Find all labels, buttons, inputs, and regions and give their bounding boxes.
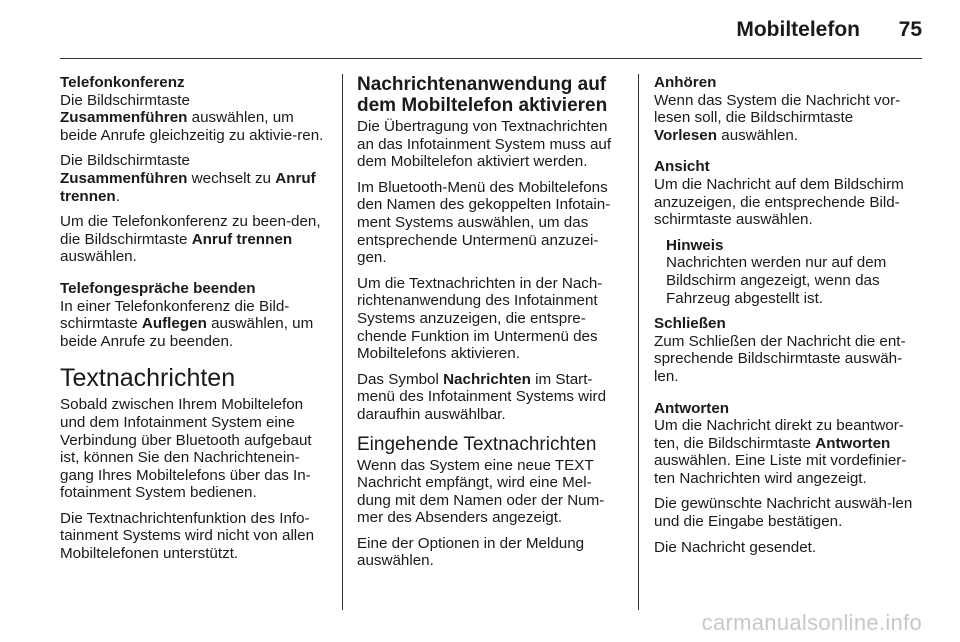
column-divider-1	[342, 74, 343, 610]
column-left	[60, 74, 330, 571]
paragraph: Die Übertragung von Textnachrichten an das Infotainment System muss auf dem Mobiltelefon aktiviert werden.	[357, 118, 612, 171]
paragraph: Um die Nachricht auf dem Bildschirm anzuzeigen, die entsprechende Bild-schirmtaste auswählen.	[654, 175, 904, 229]
note-box	[666, 237, 926, 307]
paragraph: Die Textnachrichtenfunktion des Info-tainment Systems wird nicht von allen Mobiltelefonen unterstützt.	[60, 509, 315, 563]
header-divider	[60, 58, 922, 59]
paragraph: Die Nachricht gesendet.	[654, 538, 817, 556]
note-title: Hinweis	[666, 236, 724, 254]
subheading-schliessen: Schließen	[654, 315, 726, 333]
paragraph: Sobald zwischen Ihrem Mobiltelefon und dem Infotainment System eine Verbindung über Bluetooth aufgebaut ist, können Sie den Nachrichtenein-gang Ihres Mobiltelefons über das In-fotainment System bedienen.	[60, 396, 312, 502]
paragraph: Die Bildschirmtaste Zusammenführen auswählen, um beide Anrufe gleichzeitig zu aktivie-ren.	[60, 91, 324, 144]
column-right	[654, 74, 926, 564]
heading-nachrichtenanwendung-aktivieren: Nachrichtenanwendung auf dem Mobiltelefon aktivieren	[357, 74, 608, 116]
button-term: Vorlesen	[654, 126, 718, 144]
page-header	[0, 0, 960, 60]
watermark-text: carmanualsonline.info	[701, 610, 922, 635]
paragraph: Um die Telefonkonferenz zu been-den, die Bildschirmtaste Anruf trennen auswählen.	[60, 213, 321, 266]
button-term: Anruf trennen	[60, 169, 316, 205]
paragraph: Die gewünschte Nachricht auswäh-len und die Eingabe bestätigen.	[654, 495, 913, 531]
page-number: 75	[898, 18, 922, 41]
subheading-telefongespraeche-beenden: Telefongespräche beenden	[60, 279, 256, 297]
paragraph: Das Symbol Nachrichten im Start-menü des Infotainment Systems wird daraufhin auswählbar.	[357, 370, 607, 423]
paragraph: Zum Schließen der Nachricht die ent-sprechende Bildschirmtaste auswäh-len.	[654, 332, 906, 385]
subheading-telefonkonferenz: Telefonkonferenz	[60, 74, 185, 91]
subheading-antworten: Antworten	[654, 399, 730, 417]
note-text: Nachrichten werden nur auf dem Bildschirm angezeigt, wenn das Fahrzeug abgestellt ist.	[666, 254, 887, 307]
button-term: Auflegen	[141, 315, 207, 333]
paragraph: Um die Textnachrichten in der Nach-richtenanwendung des Infotainment Systems anzuzeigen, die entspre-chende Funktion im Untermenü des Mobiltelefons aktivieren.	[357, 274, 603, 363]
paragraph: Die Bildschirmtaste Zusammenführen wechselt zu Anruf trennen.	[60, 152, 316, 205]
column-middle	[357, 74, 623, 578]
button-term: Nachrichten	[443, 370, 531, 388]
paragraph: In einer Telefonkonferenz die Bild-schirmtaste Auflegen auswählen, um beide Anrufe zu beenden.	[60, 297, 314, 350]
section-heading-textnachrichten: Textnachrichten	[60, 364, 236, 393]
paragraph: Wenn das System eine neue TEXT Nachricht empfängt, wird eine Mel-dung mit dem Namen oder der Num-mer des Absenders angezeigt.	[357, 456, 605, 527]
button-term: Zusammenführen	[60, 109, 188, 127]
heading-eingehende-textnachrichten: Eingehende Textnachrichten	[357, 433, 597, 455]
paragraph: Im Bluetooth-Menü des Mobiltelefons den Namen des gekoppelten Infotain-ment Systems auswählen, um das entsprechende Untermenü anzuzei-gen.	[357, 178, 611, 267]
paragraph: Eine der Optionen in der Meldung auswählen.	[357, 534, 585, 570]
subheading-ansicht: Ansicht	[654, 158, 710, 176]
button-term: Antworten	[815, 434, 891, 452]
header-title: Mobiltelefon	[736, 18, 860, 41]
paragraph: Wenn das System die Nachricht vor-lesen soll, die Bildschirmtaste Vorlesen auswählen.	[654, 91, 901, 144]
button-term: Zusammenführen	[60, 169, 188, 187]
button-term: Anruf trennen	[191, 230, 293, 248]
subheading-anhoeren: Anhören	[654, 74, 717, 91]
paragraph: Um die Nachricht direkt zu beantwor-ten, die Bildschirmtaste Antworten auswählen. Eine Liste mit vordefinier-ten Nachrichten wird angezeigt.	[654, 417, 907, 487]
column-divider-2	[638, 74, 639, 610]
